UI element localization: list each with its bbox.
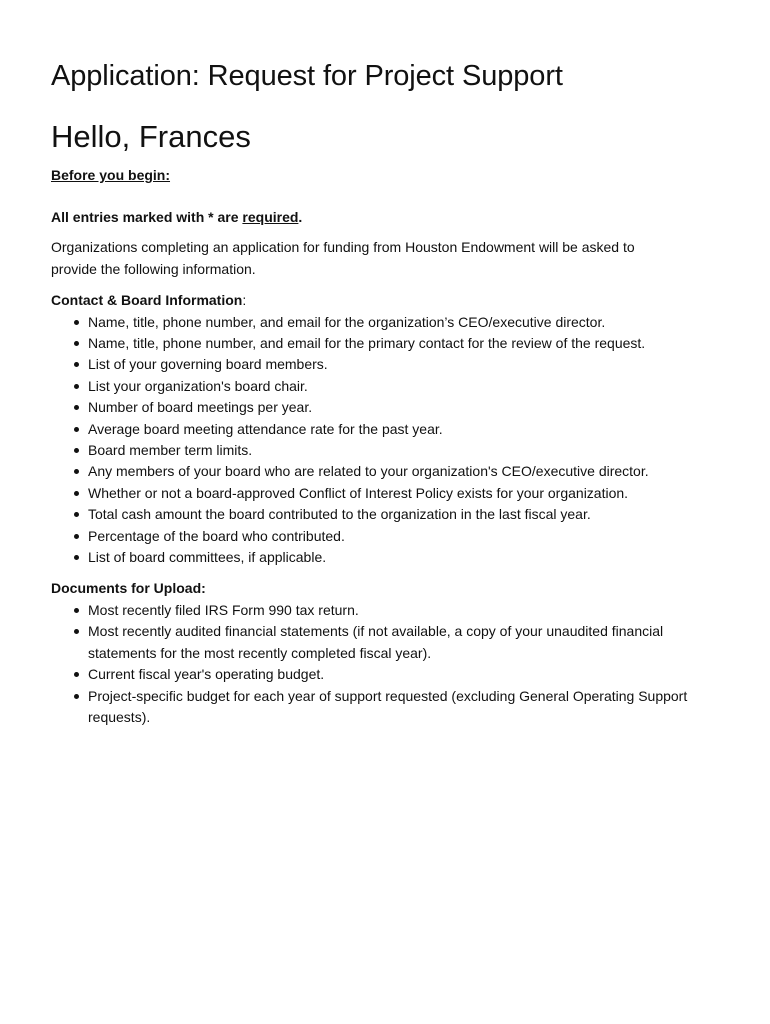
list-item: List your organization's board chair. [88, 376, 730, 397]
list-item: Name, title, phone number, and email for the primary contact for the review of the request. [88, 333, 730, 354]
page-title: Application: Request for Project Support [51, 60, 563, 92]
list-item: List of your governing board members. [88, 354, 730, 375]
intro-paragraph: Organizations completing an application for funding from Houston Endowment will be asked to provide the following information. [51, 239, 635, 277]
list-item: Any members of your board who are related to your organization's CEO/executive director. [88, 461, 730, 482]
list-item: Project-specific budget for each year of support requested (excluding General Operating Support requests). [88, 686, 718, 729]
list-item: Name, title, phone number, and email for the organization’s CEO/executive director. [88, 312, 730, 333]
list-item: Whether or not a board-approved Conflict of Interest Policy exists for your organization. [88, 483, 730, 504]
before-you-begin-label: Before you begin: [51, 167, 171, 183]
documents-upload-list [51, 600, 730, 728]
greeting-heading: Hello, Frances [51, 119, 251, 154]
list-item: List of board committees, if applicable. [88, 547, 730, 568]
required-word: required [242, 209, 299, 225]
list-item: Current fiscal year's operating budget. [88, 664, 718, 685]
contact-section-title [51, 290, 730, 312]
documents-section-title [51, 578, 730, 600]
list-item: Most recently filed IRS Form 990 tax return. [88, 600, 718, 621]
list-item: Average board meeting attendance rate for the past year. [88, 419, 730, 440]
list-item: Total cash amount the board contributed to the organization in the last fiscal year. [88, 504, 730, 525]
required-notice [51, 207, 730, 227]
list-item: Percentage of the board who contributed. [88, 526, 730, 547]
list-item: Number of board meetings per year. [88, 397, 730, 418]
list-item: Board member term limits. [88, 440, 730, 461]
contact-section-title-colon: : [242, 292, 247, 308]
contact-section-title-text: Contact & Board Information [51, 292, 243, 308]
required-notice-prefix: All entries marked with * are [51, 209, 243, 225]
contact-board-list [51, 312, 730, 569]
documents-section-title-text: Documents for Upload: [51, 580, 206, 597]
list-item: Most recently audited financial statements (if not available, a copy of your unaudited financial statements for the most recently completed fiscal year). [88, 621, 718, 664]
required-notice-suffix: . [298, 209, 303, 225]
